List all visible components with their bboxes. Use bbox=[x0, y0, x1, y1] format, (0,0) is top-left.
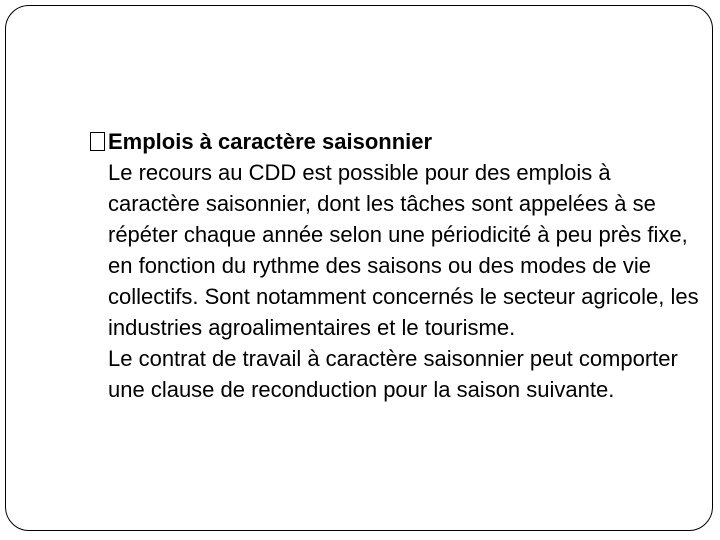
paragraph-renewal-clause: Le contrat de travail à caractère saisonnier peut comporter une clause de reconduction pour la saison suivante. bbox=[108, 346, 678, 402]
slide-content bbox=[90, 126, 700, 405]
slide-frame bbox=[5, 5, 713, 531]
body-block bbox=[90, 157, 700, 405]
heading-text: Emplois à caractère saisonnier bbox=[108, 129, 433, 154]
paragraph-seasonal-definition: Le recours au CDD est possible pour des emplois à caractère saisonnier, dont les tâches sont appelées à se répéter chaque année selon une périodicité à peu près fixe, en fonction du rythme des saisons ou des modes de vie collectifs. Sont notamment concernés le secteur agricole, les industries agroalimentaires et le tourisme. bbox=[108, 160, 699, 340]
slide-heading bbox=[90, 126, 700, 157]
missing-glyph-box-icon bbox=[90, 132, 105, 151]
